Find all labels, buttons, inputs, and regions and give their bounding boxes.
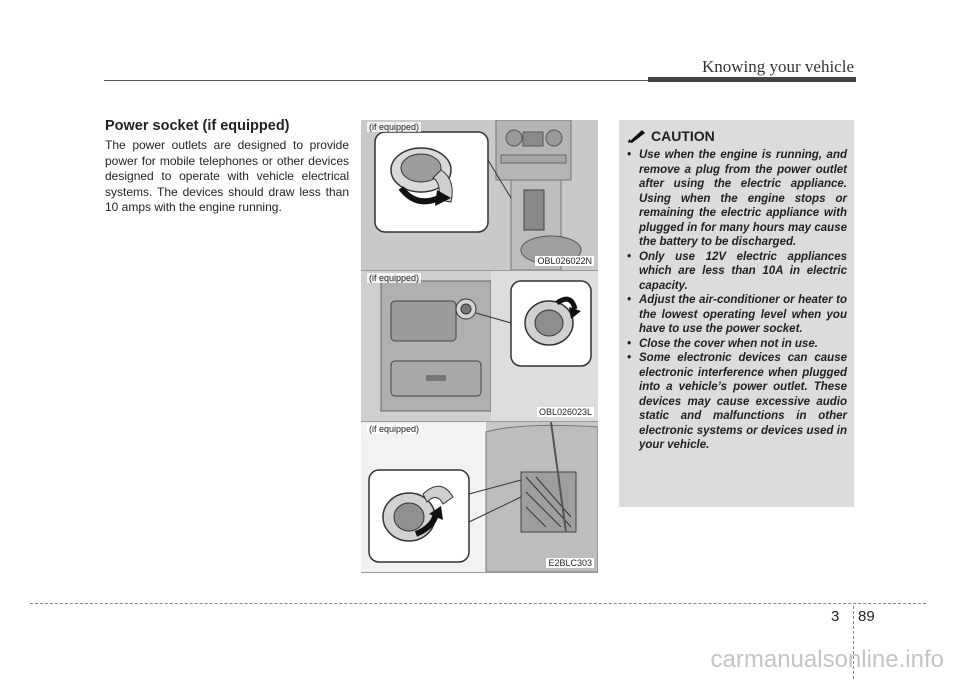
figure-cargo-outlet <box>361 422 598 573</box>
caution-box <box>619 120 854 507</box>
console-outlet-illustration <box>361 120 598 270</box>
figure-tag: (if equipped) <box>369 273 420 283</box>
header-title: Knowing your vehicle <box>701 57 854 76</box>
section-title: Power socket (if equipped) <box>105 118 290 134</box>
page-number: 89 <box>858 608 875 625</box>
figure-code: E2BLC303 <box>548 558 592 568</box>
caution-item: • Close the cover when not in use. <box>627 337 818 350</box>
figure-code: OBL026023L <box>538 407 592 417</box>
figure-tag: (if equipped) <box>369 122 420 132</box>
caution-list <box>627 148 847 453</box>
section-body: The power outlets are designed to provide power for mobile telephones or other devices designed to operate with vehicle electrical systems. The devices should draw less than 10 amps with the engine running. <box>105 138 349 214</box>
caution-item: • Adjust the air-conditioner or heater to the lowest operating level when you have to use the power socket. <box>627 294 847 335</box>
chapter-number: 3 <box>831 608 840 625</box>
cargo-outlet-illustration <box>361 422 598 572</box>
caution-header <box>627 128 715 144</box>
warning-pencil-icon <box>627 129 647 143</box>
header-rule-accent <box>648 77 856 82</box>
footer-rule <box>30 603 926 604</box>
figure-dash-outlet <box>361 271 598 422</box>
figure-code: OBL026022N <box>537 256 592 266</box>
figure-tag: (if equipped) <box>369 424 420 434</box>
figure-console-outlet <box>361 120 598 271</box>
dash-outlet-illustration <box>361 271 598 421</box>
caution-item: • Only use 12V electric appliances which are less than 10A in electric capacity. <box>627 250 847 292</box>
watermark: carmanualsonline.info <box>710 646 944 673</box>
caution-item: • Use when the engine is running, and remove a plug from the power outlet after using the electric appliance. Using when the engine stops or remaining the electric appliance with plugged in for many hours may cause the battery to be discharged. <box>627 149 847 248</box>
caution-item: • Some electronic devices can cause electronic interference when plugged into a vehicle’s power outlet. These devices may cause excessive audio static and malfunctions in other electronic systems or devices used in your vehicle. <box>627 352 847 451</box>
caution-title: CAUTION <box>651 128 715 144</box>
